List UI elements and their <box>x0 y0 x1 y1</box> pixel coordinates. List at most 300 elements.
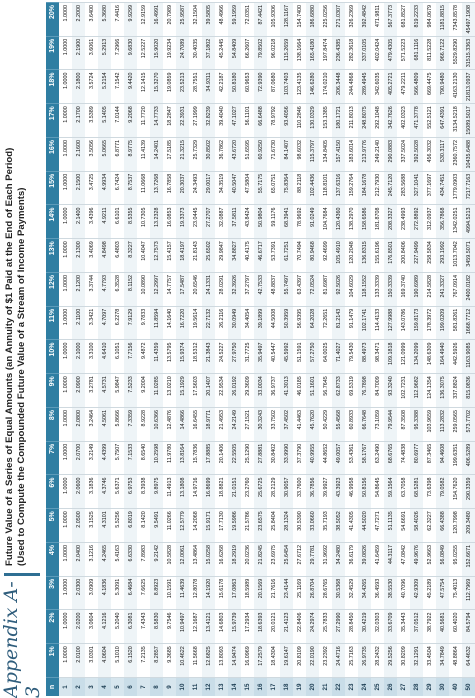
value-cell: 6.4803 <box>111 239 124 273</box>
value-cell: 157.4150 <box>332 138 345 172</box>
period-cell: 23 <box>345 678 358 697</box>
value-cell: 209.3480 <box>462 509 475 543</box>
value-cell: 1.0000 <box>59 441 72 475</box>
value-cell: 2.1800 <box>72 70 85 104</box>
column-header-rate: 19% <box>46 36 59 70</box>
value-cell: 392.5028 <box>410 138 423 172</box>
value-cell: 1.0000 <box>59 509 72 543</box>
table-row <box>72 3 85 697</box>
value-cell: 2360.7572 <box>449 138 462 172</box>
value-cell: 78.9692 <box>293 205 306 239</box>
value-cell: 120.4360 <box>332 205 345 239</box>
header-divider <box>4 573 40 576</box>
value-cell: 17.2579 <box>254 644 267 678</box>
value-cell: 356.7868 <box>436 205 449 239</box>
value-cell: 88.4973 <box>358 340 371 374</box>
value-cell: 6.7424 <box>111 171 124 205</box>
value-cell: 40.4175 <box>241 239 254 273</box>
value-cell: 84.1407 <box>280 138 293 172</box>
value-cell: 49.9676 <box>410 543 423 577</box>
period-cell: 5 <box>111 678 124 697</box>
value-cell: 11.5668 <box>189 644 202 678</box>
value-cell: 17.7130 <box>215 509 228 543</box>
value-cell: 24.4716 <box>332 644 345 678</box>
value-cell: 23.0445 <box>189 205 202 239</box>
value-cell: 36.4593 <box>371 576 384 610</box>
value-cell: 37.1802 <box>202 36 215 70</box>
value-cell: 50.9804 <box>254 205 267 239</box>
table-row <box>124 3 137 697</box>
value-cell: 47.7271 <box>371 509 384 543</box>
value-cell: 176.8501 <box>384 239 397 273</box>
value-cell: 15.3270 <box>150 70 163 104</box>
table-row <box>228 3 241 697</box>
value-cell: 45.7620 <box>306 408 319 442</box>
value-cell: 73.6398 <box>423 475 436 509</box>
value-cell: 7.0144 <box>111 104 124 138</box>
value-cell: 138.2970 <box>345 205 358 239</box>
value-cell: 28.6765 <box>319 576 332 610</box>
value-cell: 471.3778 <box>410 104 423 138</box>
table-row <box>345 3 358 697</box>
value-cell: 184.1678 <box>358 171 371 205</box>
value-cell: 136.8315 <box>358 239 371 273</box>
value-cell: 102.4436 <box>306 171 319 205</box>
table-body <box>59 3 475 697</box>
value-cell: 39.0826 <box>358 543 371 577</box>
value-cell: 5.6371 <box>111 475 124 509</box>
value-cell: 92.4699 <box>319 239 332 273</box>
value-cell: 38.5530 <box>384 576 397 610</box>
value-cell: 12.5227 <box>137 36 150 70</box>
value-cell: 154.7620 <box>449 475 462 509</box>
value-cell: 13.2328 <box>150 205 163 239</box>
value-cell: 21.3215 <box>176 138 189 172</box>
value-cell: 2.1100 <box>72 306 85 340</box>
value-cell: 4.9211 <box>98 205 111 239</box>
value-cell: 41.4305 <box>345 509 358 543</box>
value-cell: 7.1533 <box>124 441 137 475</box>
value-cell: 45.2189 <box>423 576 436 610</box>
value-cell: 32.3926 <box>228 273 241 307</box>
value-cell: 66.4388 <box>436 509 449 543</box>
value-cell: 7.4416 <box>111 3 124 37</box>
value-cell: 50.8156 <box>358 475 371 509</box>
value-cell: 1.0000 <box>59 104 72 138</box>
value-cell: 5.2040 <box>111 610 124 644</box>
value-cell: 30.5368 <box>332 576 345 610</box>
value-cell: 1.0000 <box>59 408 72 442</box>
value-cell: 479.4305 <box>384 36 397 70</box>
value-cell: 21.8245 <box>254 543 267 577</box>
value-cell: 25.8404 <box>267 509 280 543</box>
value-cell: 56.7645 <box>319 374 332 408</box>
column-header-rate: 18% <box>46 70 59 104</box>
value-cell: 1.0000 <box>59 70 72 104</box>
value-cell: 3.1525 <box>85 509 98 543</box>
value-cell: 30.5390 <box>293 509 306 543</box>
value-cell: 25.9587 <box>176 3 189 37</box>
value-cell: 212.7930 <box>371 171 384 205</box>
value-cell: 1342.0251 <box>449 205 462 239</box>
table-row <box>293 3 306 697</box>
value-cell: 36.6179 <box>345 543 358 577</box>
column-header-rate: 5% <box>46 509 59 543</box>
value-cell: 39.1899 <box>254 306 267 340</box>
appendix-label: Appendix A-3 <box>0 581 44 698</box>
value-cell: 282.3618 <box>345 36 358 70</box>
value-cell: 29.9847 <box>215 239 228 273</box>
value-cell: 15.9171 <box>202 509 215 543</box>
period-cell: 50 <box>462 678 475 697</box>
value-cell: 479.2211 <box>397 70 410 104</box>
value-cell: 2.1500 <box>72 171 85 205</box>
period-cell: 24 <box>358 678 371 697</box>
value-cell: 15.9374 <box>176 340 189 374</box>
value-cell: 2400.0182 <box>462 273 475 307</box>
value-cell: 377.1697 <box>423 171 436 205</box>
table-subtitle: (Used to Compute the Compounded Future Value of a Stream of Income Payments) <box>16 187 27 566</box>
value-cell: 7.2135 <box>137 644 150 678</box>
value-cell: 30.8502 <box>202 138 215 172</box>
value-cell: 110.2846 <box>293 104 306 138</box>
value-cell: 71.4027 <box>332 340 345 374</box>
value-cell: 8.9775 <box>124 138 137 172</box>
value-cell: 8.8923 <box>150 576 163 610</box>
value-cell: 24.3493 <box>189 171 202 205</box>
value-cell: 30.9057 <box>280 475 293 509</box>
table-title: Future Value of a Series of Equal Amounts (an Annuity of $1 Paid at the End of Each Period) <box>4 147 15 566</box>
value-cell: 27.1521 <box>241 408 254 442</box>
value-cell: 12.0061 <box>176 543 189 577</box>
value-cell: 62.3227 <box>423 509 436 543</box>
table-row <box>254 3 267 697</box>
value-cell: 11.9780 <box>163 441 176 475</box>
value-cell: 84.7009 <box>371 374 384 408</box>
value-cell: 186.6880 <box>306 3 319 37</box>
value-cell: 81.6987 <box>319 273 332 307</box>
value-cell: 114.4133 <box>371 306 384 340</box>
value-cell: 9.3685 <box>163 644 176 678</box>
value-cell: 33.6709 <box>384 610 397 644</box>
value-cell: 190.6989 <box>410 273 423 307</box>
value-cell: 4994.5213 <box>462 205 475 239</box>
value-cell: 3.1836 <box>85 475 98 509</box>
value-cell: 138.1664 <box>293 36 306 70</box>
value-cell: 3.3421 <box>85 306 98 340</box>
value-cell: 5.0665 <box>98 138 111 172</box>
value-cell: 12.1415 <box>137 70 150 104</box>
value-cell: 61.7251 <box>280 239 293 273</box>
value-cell: 14.1640 <box>163 306 176 340</box>
table-row <box>436 3 449 697</box>
value-cell: 3.3100 <box>85 340 98 374</box>
value-cell: 17.5603 <box>189 374 202 408</box>
appendix-header <box>0 0 44 698</box>
value-cell: 11.7720 <box>137 104 150 138</box>
value-cell: 150.3339 <box>384 273 397 307</box>
period-cell: 8 <box>150 678 163 697</box>
value-cell: 13.4864 <box>189 543 202 577</box>
value-cell: 238.4993 <box>397 205 410 239</box>
value-cell: 9.2004 <box>137 374 150 408</box>
value-cell: 22.7132 <box>202 306 215 340</box>
table-row <box>410 3 423 697</box>
value-cell: 9.4872 <box>137 340 150 374</box>
value-cell: 60.4020 <box>449 610 462 644</box>
value-cell: 4.2465 <box>98 543 111 577</box>
value-cell: 7.5233 <box>124 374 137 408</box>
value-cell: 68.3941 <box>280 205 293 239</box>
value-cell: 289.4945 <box>358 70 371 104</box>
value-cell: 33.0034 <box>254 374 267 408</box>
value-cell: 41.3013 <box>280 374 293 408</box>
value-cell: 28.7551 <box>189 70 202 104</box>
value-cell: 24.7089 <box>176 36 189 70</box>
value-cell: 47.0842 <box>397 543 410 577</box>
value-cell: 2.1900 <box>72 36 85 70</box>
value-cell: 4.9934 <box>98 171 111 205</box>
value-cell: 9.7833 <box>137 306 150 340</box>
value-cell: 12.5779 <box>176 509 189 543</box>
value-cell: 30.8402 <box>267 441 280 475</box>
value-cell: 69.5319 <box>345 374 358 408</box>
value-cell: 23.6975 <box>267 543 280 577</box>
value-cell: 2.1000 <box>72 340 85 374</box>
value-cell: 153.1385 <box>319 104 332 138</box>
value-cell: 11.0668 <box>137 171 150 205</box>
value-cell: 4.7097 <box>98 306 111 340</box>
column-header-rate: 11% <box>46 306 59 340</box>
value-cell: 40.5681 <box>436 610 449 644</box>
table-header-row <box>46 3 59 697</box>
value-cell: 79.0582 <box>436 475 449 509</box>
value-cell: 66.7648 <box>358 408 371 442</box>
value-cell: 109.1818 <box>384 340 397 374</box>
table-row <box>163 3 176 697</box>
value-cell: 2.0500 <box>72 509 85 543</box>
period-cell: 16 <box>254 678 267 697</box>
value-cell: 402.0323 <box>397 104 410 138</box>
value-cell: 8.7537 <box>124 171 137 205</box>
value-cell: 91.0249 <box>306 205 319 239</box>
value-cell: 51.1601 <box>306 374 319 408</box>
value-cell: 6.3081 <box>124 610 137 644</box>
value-cell: 13.5795 <box>163 340 176 374</box>
value-cell: 11.4639 <box>176 576 189 610</box>
value-cell: 30.4035 <box>189 36 202 70</box>
value-cell: 34.3519 <box>215 171 228 205</box>
value-cell: 133.3339 <box>371 273 384 307</box>
value-cell: 12.8078 <box>189 576 202 610</box>
value-cell: 12.9159 <box>137 3 150 37</box>
value-cell: 68.6765 <box>384 441 397 475</box>
column-header-rate: 1% <box>46 644 59 678</box>
value-cell: 32.8239 <box>202 104 215 138</box>
value-cell: 36.7862 <box>215 138 228 172</box>
value-cell: 208.3327 <box>384 205 397 239</box>
value-cell: 50.4229 <box>319 408 332 442</box>
value-cell: 56.9395 <box>293 306 306 340</box>
value-cell: 14.6803 <box>215 610 228 644</box>
column-header-rate: 14% <box>46 205 59 239</box>
column-header-rate: 4% <box>46 543 59 577</box>
value-cell: 206.3448 <box>332 70 345 104</box>
value-cell: 1.0000 <box>59 36 72 70</box>
value-cell: 9.6830 <box>124 36 137 70</box>
value-cell: 811.5228 <box>423 36 436 70</box>
value-cell: 7217.7163 <box>462 171 475 205</box>
value-cell: 94.4608 <box>436 441 449 475</box>
period-cell: 25 <box>371 678 384 697</box>
value-cell: 581.8261 <box>449 306 462 340</box>
value-cell: 81.2143 <box>332 306 345 340</box>
value-cell: 434.7451 <box>436 171 449 205</box>
value-cell: 7.9129 <box>124 306 137 340</box>
value-cell: 40.7096 <box>397 576 410 610</box>
column-header-rate: 13% <box>46 239 59 273</box>
value-cell: 79.8502 <box>254 36 267 70</box>
value-cell: 5.4163 <box>111 543 124 577</box>
value-cell: 272.8892 <box>410 205 423 239</box>
value-cell: 10.2598 <box>150 441 163 475</box>
value-cell: 15.9020 <box>150 36 163 70</box>
value-cell: 75.8364 <box>280 171 293 205</box>
value-cell: 44.3117 <box>384 543 397 577</box>
value-cell: 27.9750 <box>228 340 241 374</box>
column-header-rate: 9% <box>46 374 59 408</box>
value-cell: 1.0000 <box>59 644 72 678</box>
value-cell: 66.2607 <box>241 36 254 70</box>
value-cell: 819.2233 <box>410 3 423 37</box>
value-cell: 102.7231 <box>397 374 410 408</box>
value-cell: 17.8885 <box>202 441 215 475</box>
value-cell: 18.9771 <box>202 408 215 442</box>
value-cell: 41.6459 <box>371 543 384 577</box>
value-cell: 58.4026 <box>410 509 423 543</box>
value-cell: 80.9468 <box>306 239 319 273</box>
value-cell: 18.4304 <box>267 644 280 678</box>
table-row <box>98 3 111 697</box>
value-cell: 8.3227 <box>124 239 137 273</box>
value-cell: 29.3609 <box>241 374 254 408</box>
value-cell: 2.0400 <box>72 543 85 577</box>
value-cell: 12.2997 <box>150 273 163 307</box>
value-cell: 51.1135 <box>384 509 397 543</box>
value-cell: 25.1290 <box>241 441 254 475</box>
column-header-rate: 2% <box>46 610 59 644</box>
value-cell: 43.3923 <box>332 475 345 509</box>
value-cell: 10.4622 <box>176 644 189 678</box>
value-cell: 23.2392 <box>319 644 332 678</box>
value-cell: 14.4866 <box>176 408 189 442</box>
value-cell: 225.0256 <box>319 3 332 37</box>
table-row <box>189 3 202 697</box>
value-cell: 7.7156 <box>124 340 137 374</box>
value-cell: 14.7757 <box>163 273 176 307</box>
value-cell: 22.5505 <box>228 441 241 475</box>
value-cell: 14.2401 <box>150 138 163 172</box>
value-cell: 3.4725 <box>85 171 98 205</box>
value-cell: 92.5026 <box>332 273 345 307</box>
value-cell: 6.2278 <box>111 306 124 340</box>
period-cell: 26 <box>384 678 397 697</box>
value-cell: 283.5688 <box>397 171 410 205</box>
value-cell: 30.3243 <box>254 408 267 442</box>
value-cell: 5.8666 <box>111 408 124 442</box>
value-cell: 75.4013 <box>449 576 462 610</box>
value-cell: 16.0969 <box>241 644 254 678</box>
value-cell: 290.0883 <box>384 138 397 172</box>
value-cell: 1.0000 <box>59 273 72 307</box>
value-cell: 405.2721 <box>384 70 397 104</box>
value-cell: 3459.5071 <box>462 239 475 273</box>
value-cell: 3.2149 <box>85 441 98 475</box>
period-cell: 17 <box>267 678 280 697</box>
value-cell: 164.4940 <box>436 340 449 374</box>
value-cell: 98.3471 <box>371 340 384 374</box>
value-cell: 40.5447 <box>267 340 280 374</box>
table-row <box>462 3 475 697</box>
value-cell: 12.7573 <box>150 239 163 273</box>
value-cell: 5.2154 <box>98 70 111 104</box>
value-cell: 9.5491 <box>150 509 163 543</box>
table-row <box>449 3 462 697</box>
value-cell: 26.9735 <box>358 644 371 678</box>
value-cell: 22.3931 <box>176 104 189 138</box>
value-cell: 23.4144 <box>280 576 293 610</box>
value-cell: 1779.0903 <box>449 171 462 205</box>
period-cell: 9 <box>163 678 176 697</box>
value-cell: 120.7998 <box>449 509 462 543</box>
value-cell: 64.4632 <box>462 644 475 678</box>
value-cell: 47.5754 <box>436 576 449 610</box>
column-header-rate: 10% <box>46 340 59 374</box>
value-cell: 326.2369 <box>345 3 358 37</box>
value-cell: 2.1200 <box>72 273 85 307</box>
value-cell: 59.1176 <box>267 205 280 239</box>
table-row <box>280 3 293 697</box>
value-cell: 102.1741 <box>358 306 371 340</box>
table-row <box>85 3 98 697</box>
value-cell: 146.6280 <box>306 70 319 104</box>
value-cell: 2.0300 <box>72 576 85 610</box>
value-cell: 27.8881 <box>254 441 267 475</box>
value-cell: 6.3528 <box>111 273 124 307</box>
value-cell: 54.8409 <box>228 36 241 70</box>
value-cell: 29.5256 <box>384 644 397 678</box>
value-cell: 11.0266 <box>163 509 176 543</box>
value-cell: 2.0700 <box>72 441 85 475</box>
value-cell: 19.3373 <box>176 205 189 239</box>
value-cell: 3.3744 <box>85 273 98 307</box>
value-cell: 37.3790 <box>293 441 306 475</box>
value-cell: 13.8164 <box>176 441 189 475</box>
value-cell: 27.1999 <box>189 104 202 138</box>
value-cell: 23.6575 <box>254 509 267 543</box>
value-cell: 9.7546 <box>163 610 176 644</box>
value-cell: 64.0025 <box>319 340 332 374</box>
value-cell: 327.1041 <box>410 171 423 205</box>
value-cell: 20.0121 <box>267 610 280 644</box>
value-cell: 342.6035 <box>371 70 384 104</box>
value-cell: 9.8975 <box>150 475 163 509</box>
value-cell: 6.6330 <box>124 543 137 577</box>
value-cell: 2.0200 <box>72 610 85 644</box>
value-cell: 42.7533 <box>254 273 267 307</box>
value-cell: 1.0000 <box>59 543 72 577</box>
period-cell: 28 <box>410 678 423 697</box>
